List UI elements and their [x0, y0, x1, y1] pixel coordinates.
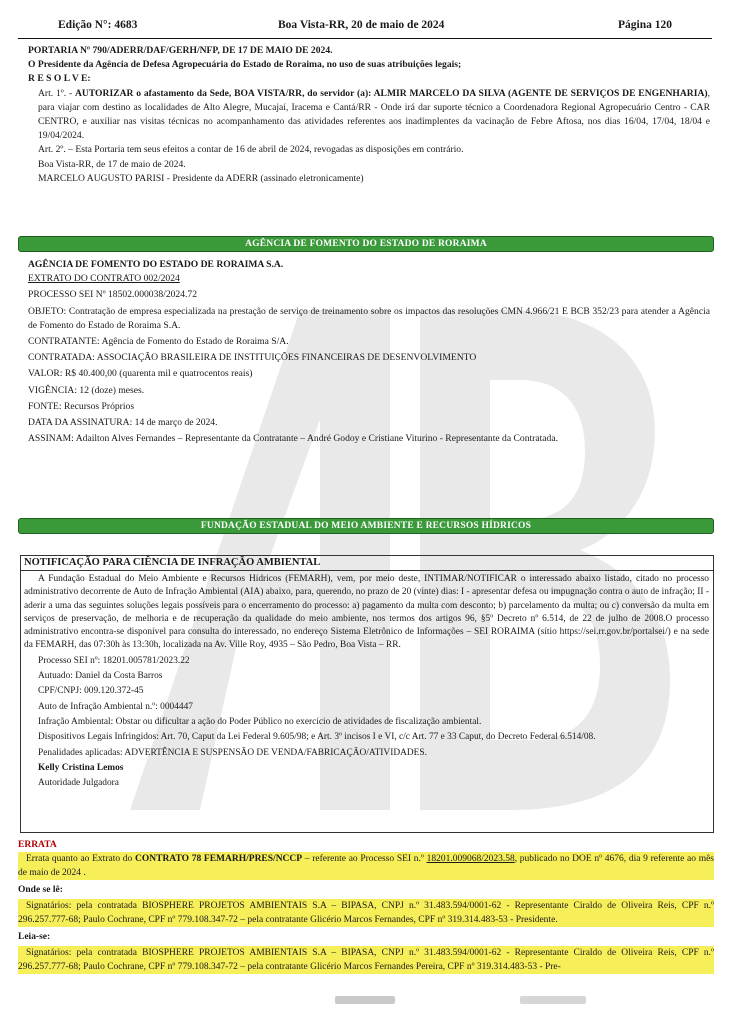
portaria-art2: Art. 2º. – Esta Portaria tem seus efeitos a contar de 16 de abril de 2024, revogadas as disposições em contrário.	[38, 144, 464, 156]
errata-section	[18, 838, 714, 974]
notification-box	[20, 555, 714, 833]
footer-marks	[0, 994, 730, 1014]
fomento-objeto: OBJETO: Contratação de empresa especializada na prestação de serviço de treinamento sobre os impactos das resoluções CMN 4.966/21 E BCB 352/23 para atender a Agência de Fomento do Estado de Roraima S.A.	[28, 305, 710, 331]
fomento-processo: PROCESSO SEI Nº 18502.000038/2024.72	[28, 289, 198, 301]
portaria-place-date: Boa Vista-RR, de 17 de maio de 2024.	[38, 158, 186, 170]
fomento-contratada: CONTRATADA: ASSOCIAÇÃO BRASILEIRA DE INSTITUIÇÕES FINANCEIRAS DE DESENVOLVIMENTO	[28, 352, 477, 364]
fomento-assinam: ASSINAM: Adailton Alves Fernandes – Representante da Contratante – André Godoy e Cristiane Viturino - Representante da Contratada.	[28, 433, 558, 445]
notification-penalidades: Penalidades aplicadas: ADVERTÊNCIA E SUSPENSÃO DE VENDA/FABRICAÇÃO/ATIVIDADES.	[38, 747, 427, 758]
notification-infracao: Infração Ambiental: Obstar ou dificultar a ação do Poder Público no exercício de atividades de fiscalização ambiental.	[38, 716, 482, 727]
fomento-valor: VALOR: R$ 40.400,00 (quarenta mil e quatrocentos reais)	[28, 368, 253, 380]
portaria-preamble: O Presidente da Agência de Defesa Agropecuária do Estado de Roraima, no uso de suas atribuições legais;	[28, 59, 462, 71]
header-city-date: Boa Vista-RR, 20 de maio de 2024	[278, 19, 445, 31]
notification-signer-role: Autoridade Julgadora	[38, 778, 119, 789]
footer-stamp-mark	[520, 996, 586, 1004]
notification-signer-name: Kelly Cristina Lemos	[38, 762, 124, 773]
notification-title: NOTIFICAÇÃO PARA CIÊNCIA DE INFRAÇÃO AMBIENTAL	[21, 556, 713, 571]
art1-bold: AUTORIZAR o afastamento da Sede, BOA VISTA/RR, do servidor (a): ALMIR MARCELO DA SILVA (AGENTE DE SERVIÇOS DE ENGENHARIA)	[74, 87, 708, 99]
notification-autuado: Autuado: Daniel da Costa Barros	[38, 671, 163, 682]
fomento-data: DATA DA ASSINATURA: 14 de março de 2024.	[28, 417, 218, 429]
errata-leia-text: Signatários: pela contratada BIOSPHERE PROJETOS AMBIENTAIS S.A – BIPASA, CNPJ n.º 31.483.594/0001-62 - Representante Ciraldo de Oliveira Reis, CPF n.º 296.257.777-68; Paulo Cochrane, CPF nº 779.108.347-72 – pela contratante Glicério Marcos Fernandes Pereira, CPF nº 319.314.483-53 - Pre-	[18, 948, 714, 972]
fomento-fonte: FONTE: Recursos Próprios	[28, 400, 135, 412]
notification-processo: Processo SEI nº: 18201.005781/2023.22	[38, 655, 190, 666]
fomento-vigencia: VIGÊNCIA: 12 (doze) meses.	[28, 384, 145, 396]
portaria-signature: MARCELO AUGUSTO PARISI - Presidente da ADERR (assinado eletronicamente)	[38, 172, 364, 184]
portaria-art1: Art. 1º. - AUTORIZAR o afastamento da Sede, BOA VISTA/RR, do servidor (a): ALMIR MARCELO DA SILVA (AGENTE DE SERVIÇOS DE ENGENHARIA), para viajar com destino as localidades de Alto Alegre, Mucajaí, Iracema e Cantá/RR - Onde irá dar suporte técnico a Coordenadora Regional Agropecuário Centro - CAR CENTRO, e auxiliar nas visitas técnicas no acompanhamento das atividades referentes aos inadimplentes da vacinação de Febre Aftosa, nos dias 16/04, 17/04, 18/04 e 19/04/2024.	[38, 87, 710, 142]
errata-leia-label: Leia-se:	[18, 932, 51, 942]
edition-number: Edição N°: 4683	[58, 19, 138, 31]
errata-onde-text: Signatários: pela contratada BIOSPHERE PROJETOS AMBIENTAIS S.A – BIPASA, CNPJ n.º 31.483.594/0001-62 - Representante Ciraldo de Oliveira Reis, CPF n.º 296.257.777-68; Paulo Cochrane, CPF nº 779.108.347-72 – pela contratante Glicério Marcos Fernandes, CPF nº 319.314.483-53 - Presidente.	[18, 901, 714, 925]
portaria-resolve: R E S O L V E:	[28, 73, 91, 85]
errata-onde-label: Onde se lê:	[18, 885, 63, 895]
notification-body	[24, 573, 709, 790]
page-number: Página 120	[618, 19, 672, 31]
errata-title: ERRATA	[18, 840, 57, 850]
notification-dispositivos: Dispositivos Legais Infringidos: Art. 70, Caput da Lei Federal 9.605/98; e Art. 3º incisos I e VI, c/c Art. 77 e 33 Caput, do Decreto Federal 6.514/08.	[38, 732, 596, 743]
notification-cpf: CPF/CNPJ: 009.120.372-45	[38, 686, 144, 697]
portaria-section	[28, 44, 710, 186]
portaria-title: PORTARIA Nº 790/ADERR/DAF/GERH/NFP, DE 17 DE MAIO DE 2024.	[28, 45, 333, 56]
fomento-contratante: CONTRATANTE: Agência de Fomento do Estado de Roraima S/A.	[28, 336, 289, 348]
notification-intro: A Fundação Estadual do Meio Ambiente e Recursos Hídricos (FEMARH), vem, por meio deste, INTIMAR/NOTIFICAR o interessado abaixo listado, citado no processo administrativo decorrente de Auto de Infração Ambiental (AIA) abaixo, para, querendo, no prazo de 20 (vinte) dias: I - apresentar defesa ou impugnação contra o auto de infração; II - aderir a uma das seguintes soluções legais possíveis para o encerramento do processo: a) pagamento da multa com desconto; b) parcelamento da multa; ou c) conversão da multa em serviços de preservação, de melhoria e de recuperação da qualidade do meio ambiente, nos termos dos artigos 96, §5º Decreto nº 6.514, de 22 de julho de 2008.O processo administrativo encontra-se disponível para consulta do interessado, no endereço Sistema Eletrônico de Informações – SEI RORAIMA (sítio https://sei.rr.gov.br/portalsei/) e na sede da FEMARH, das 07:30h às 13:30h, localizada na Av. Ville Roy, 4935 – São Pedro, Boa Vista – RR.	[24, 574, 709, 651]
footer-logo-mark	[335, 996, 395, 1004]
section-bar-fomento: AGÊNCIA DE FOMENTO DO ESTADO DE RORAIMA	[18, 236, 714, 252]
section-bar-femarh: FUNDAÇÃO ESTADUAL DO MEIO AMBIENTE E RECURSOS HÍDRICOS	[18, 518, 714, 534]
notification-auto: Auto de Infração Ambiental n.º: 0004447	[38, 701, 193, 712]
fomento-section	[28, 258, 710, 446]
fomento-extract: EXTRATO DO CONTRATO 002/2024	[28, 273, 180, 285]
fomento-org: AGÊNCIA DE FOMENTO DO ESTADO DE RORAIMA S.A.	[28, 259, 284, 270]
errata-intro: Errata quanto ao Extrato do CONTRATO 78 FEMARH/PRES/NCCP – referente ao Processo SEI n.º 18201.009068/2023.58, publicado no DOE nº 4676, dia 9 referente ao mês de maio de 2024 .	[18, 854, 715, 878]
page-header	[18, 14, 712, 39]
